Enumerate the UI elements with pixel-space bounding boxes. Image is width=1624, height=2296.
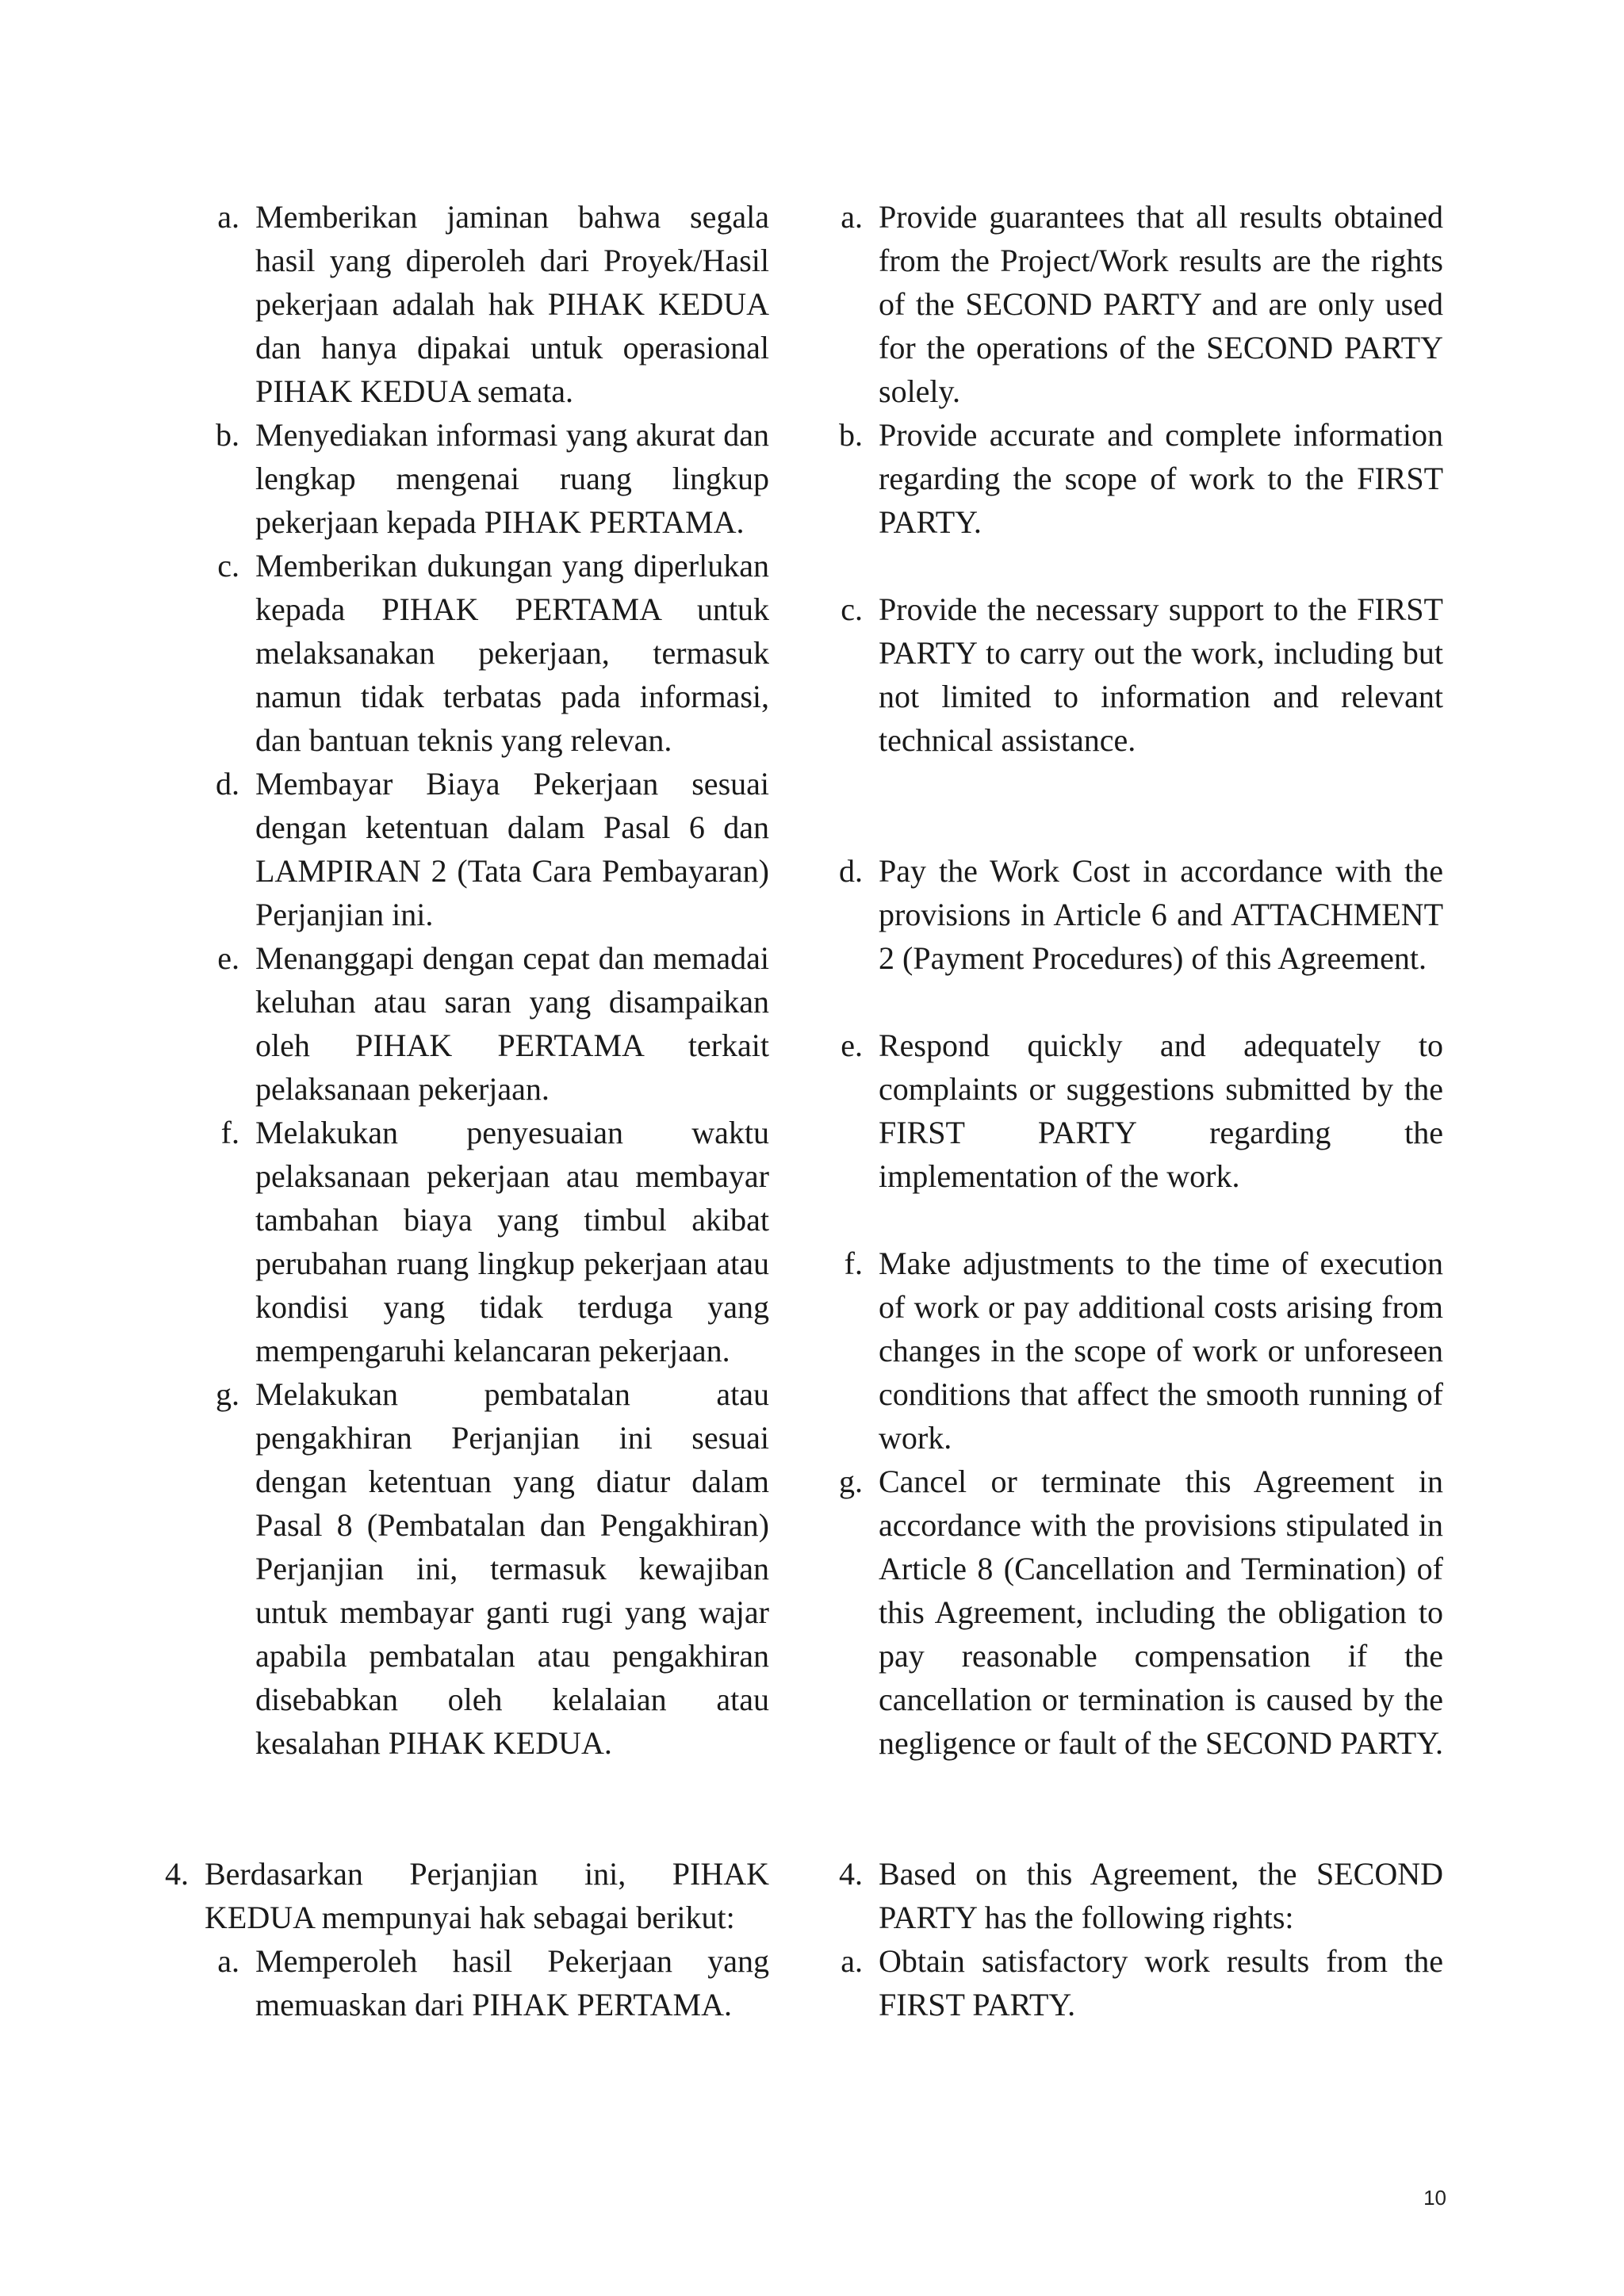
list-item-text: Provide accurate and complete information regarding the scope of work to the FIRST PARTY. xyxy=(879,417,1443,540)
left-column-indonesian xyxy=(151,195,769,2026)
left-item-b xyxy=(151,413,769,544)
right-item-e xyxy=(825,1024,1443,1198)
list-marker: a. xyxy=(217,1943,239,1979)
right-section-4 xyxy=(825,1852,1443,1939)
list-marker: a. xyxy=(841,199,863,235)
right-item-a xyxy=(825,195,1443,413)
list-item-text: Respond quickly and adequately to complaints or suggestions submitted by the FIRST PARTY regarding the implementation of the work. xyxy=(879,1027,1443,1194)
list-item-text: Obtain satisfactory work results from the FIRST PARTY. xyxy=(879,1943,1443,2022)
spacer xyxy=(151,1765,769,1852)
list-item-text: Melakukan pembatalan atau pengakhiran Perjanjian ini sesuai dengan ketentuan yang diatur dalam Pasal 8 (Pembatalan dan Pengakhiran) Perjanjian ini, termasuk kewajiban untuk membayar ganti rugi yang wajar apabila pembatalan atau pengakhiran disebabkan oleh kelalaian atau kesalahan PIHAK KEDUA. xyxy=(255,1376,769,1761)
list-item-text: Make adjustments to the time of execution of work or pay additional costs arising from changes in the scope of work or unforeseen conditions that affect the smooth running of work. xyxy=(879,1246,1443,1456)
right-item-g xyxy=(825,1460,1443,1765)
list-marker: b. xyxy=(839,417,863,453)
left-item-e xyxy=(151,936,769,1111)
page-number: 10 xyxy=(1423,2186,1446,2210)
list-marker: d. xyxy=(839,853,863,889)
list-item-text: Provide the necessary support to the FIRST PARTY to carry out the work, including but not limited to information and relevant technical assistance. xyxy=(879,591,1443,758)
right-item-c xyxy=(825,587,1443,762)
list-item-text: Provide guarantees that all results obtained from the Project/Work results are the rights of the SECOND PARTY and are only used for the operations of the SECOND PARTY solely. xyxy=(879,199,1443,409)
left-item-g xyxy=(151,1372,769,1765)
left-section-4 xyxy=(151,1852,769,1939)
list-marker: a. xyxy=(841,1943,863,1979)
list-marker: e. xyxy=(217,940,239,976)
left-section-4-item-a xyxy=(151,1939,769,2026)
left-item-a xyxy=(151,195,769,413)
section-text: Berdasarkan Perjanjian ini, PIHAK KEDUA mempunyai hak sebagai berikut: xyxy=(205,1856,769,1935)
spacer xyxy=(825,1765,1443,1852)
right-item-b xyxy=(825,413,1443,544)
right-item-d xyxy=(825,849,1443,980)
list-marker: c. xyxy=(841,591,863,627)
list-item-text: Pay the Work Cost in accordance with the provisions in Article 6 and ATTACHMENT 2 (Payment Procedures) of this Agreement. xyxy=(879,853,1443,976)
right-item-f xyxy=(825,1242,1443,1460)
section-text: Based on this Agreement, the SECOND PARTY has the following rights: xyxy=(879,1856,1443,1935)
list-item-text: Membayar Biaya Pekerjaan sesuai dengan ketentuan dalam Pasal 6 dan LAMPIRAN 2 (Tata Cara Pembayaran) Perjanjian ini. xyxy=(255,766,769,932)
list-marker: g. xyxy=(216,1376,239,1412)
list-marker: c. xyxy=(217,548,239,584)
list-item-text: Memberikan jaminan bahwa segala hasil yang diperoleh dari Proyek/Hasil pekerjaan adalah hak PIHAK KEDUA dan hanya dipakai untuk operasional PIHAK KEDUA semata. xyxy=(255,199,769,409)
list-marker: f. xyxy=(220,1115,239,1150)
right-column-english xyxy=(825,195,1443,2026)
list-marker: b. xyxy=(216,417,239,453)
list-marker: f. xyxy=(844,1246,863,1281)
left-item-d xyxy=(151,762,769,936)
list-item-text: Menyediakan informasi yang akurat dan lengkap mengenai ruang lingkup pekerjaan kepada PIHAK PERTAMA. xyxy=(255,417,769,540)
left-item-f xyxy=(151,1111,769,1372)
section-number: 4. xyxy=(839,1856,863,1892)
list-item-text: Memberikan dukungan yang diperlukan kepada PIHAK PERTAMA untuk melaksanakan pekerjaan, termasuk namun tidak terbatas pada informasi, dan bantuan teknis yang relevan. xyxy=(255,548,769,758)
list-marker: e. xyxy=(841,1027,863,1063)
section-number: 4. xyxy=(165,1856,189,1892)
list-item-text: Cancel or terminate this Agreement in accordance with the provisions stipulated in Article 8 (Cancellation and Termination) of this Agreement, including the obligation to pay reasonable compensation if the cancellation or termination is caused by the negligence or fault of the SECOND PARTY. xyxy=(879,1464,1443,1761)
list-item-text: Melakukan penyesuaian waktu pelaksanaan pekerjaan atau membayar tambahan biaya yang timbul akibat perubahan ruang lingkup pekerjaan atau kondisi yang tidak terduga yang mempengaruhi kelancaran pekerjaan. xyxy=(255,1115,769,1368)
left-item-c xyxy=(151,544,769,762)
list-item-text: Memperoleh hasil Pekerjaan yang memuaskan dari PIHAK PERTAMA. xyxy=(255,1943,769,2022)
list-marker: g. xyxy=(839,1464,863,1499)
list-marker: d. xyxy=(216,766,239,802)
list-marker: a. xyxy=(217,199,239,235)
list-item-text: Menanggapi dengan cepat dan memadai keluhan atau saran yang disampaikan oleh PIHAK PERTAMA terkait pelaksanaan pekerjaan. xyxy=(255,940,769,1107)
right-section-4-item-a xyxy=(825,1939,1443,2026)
